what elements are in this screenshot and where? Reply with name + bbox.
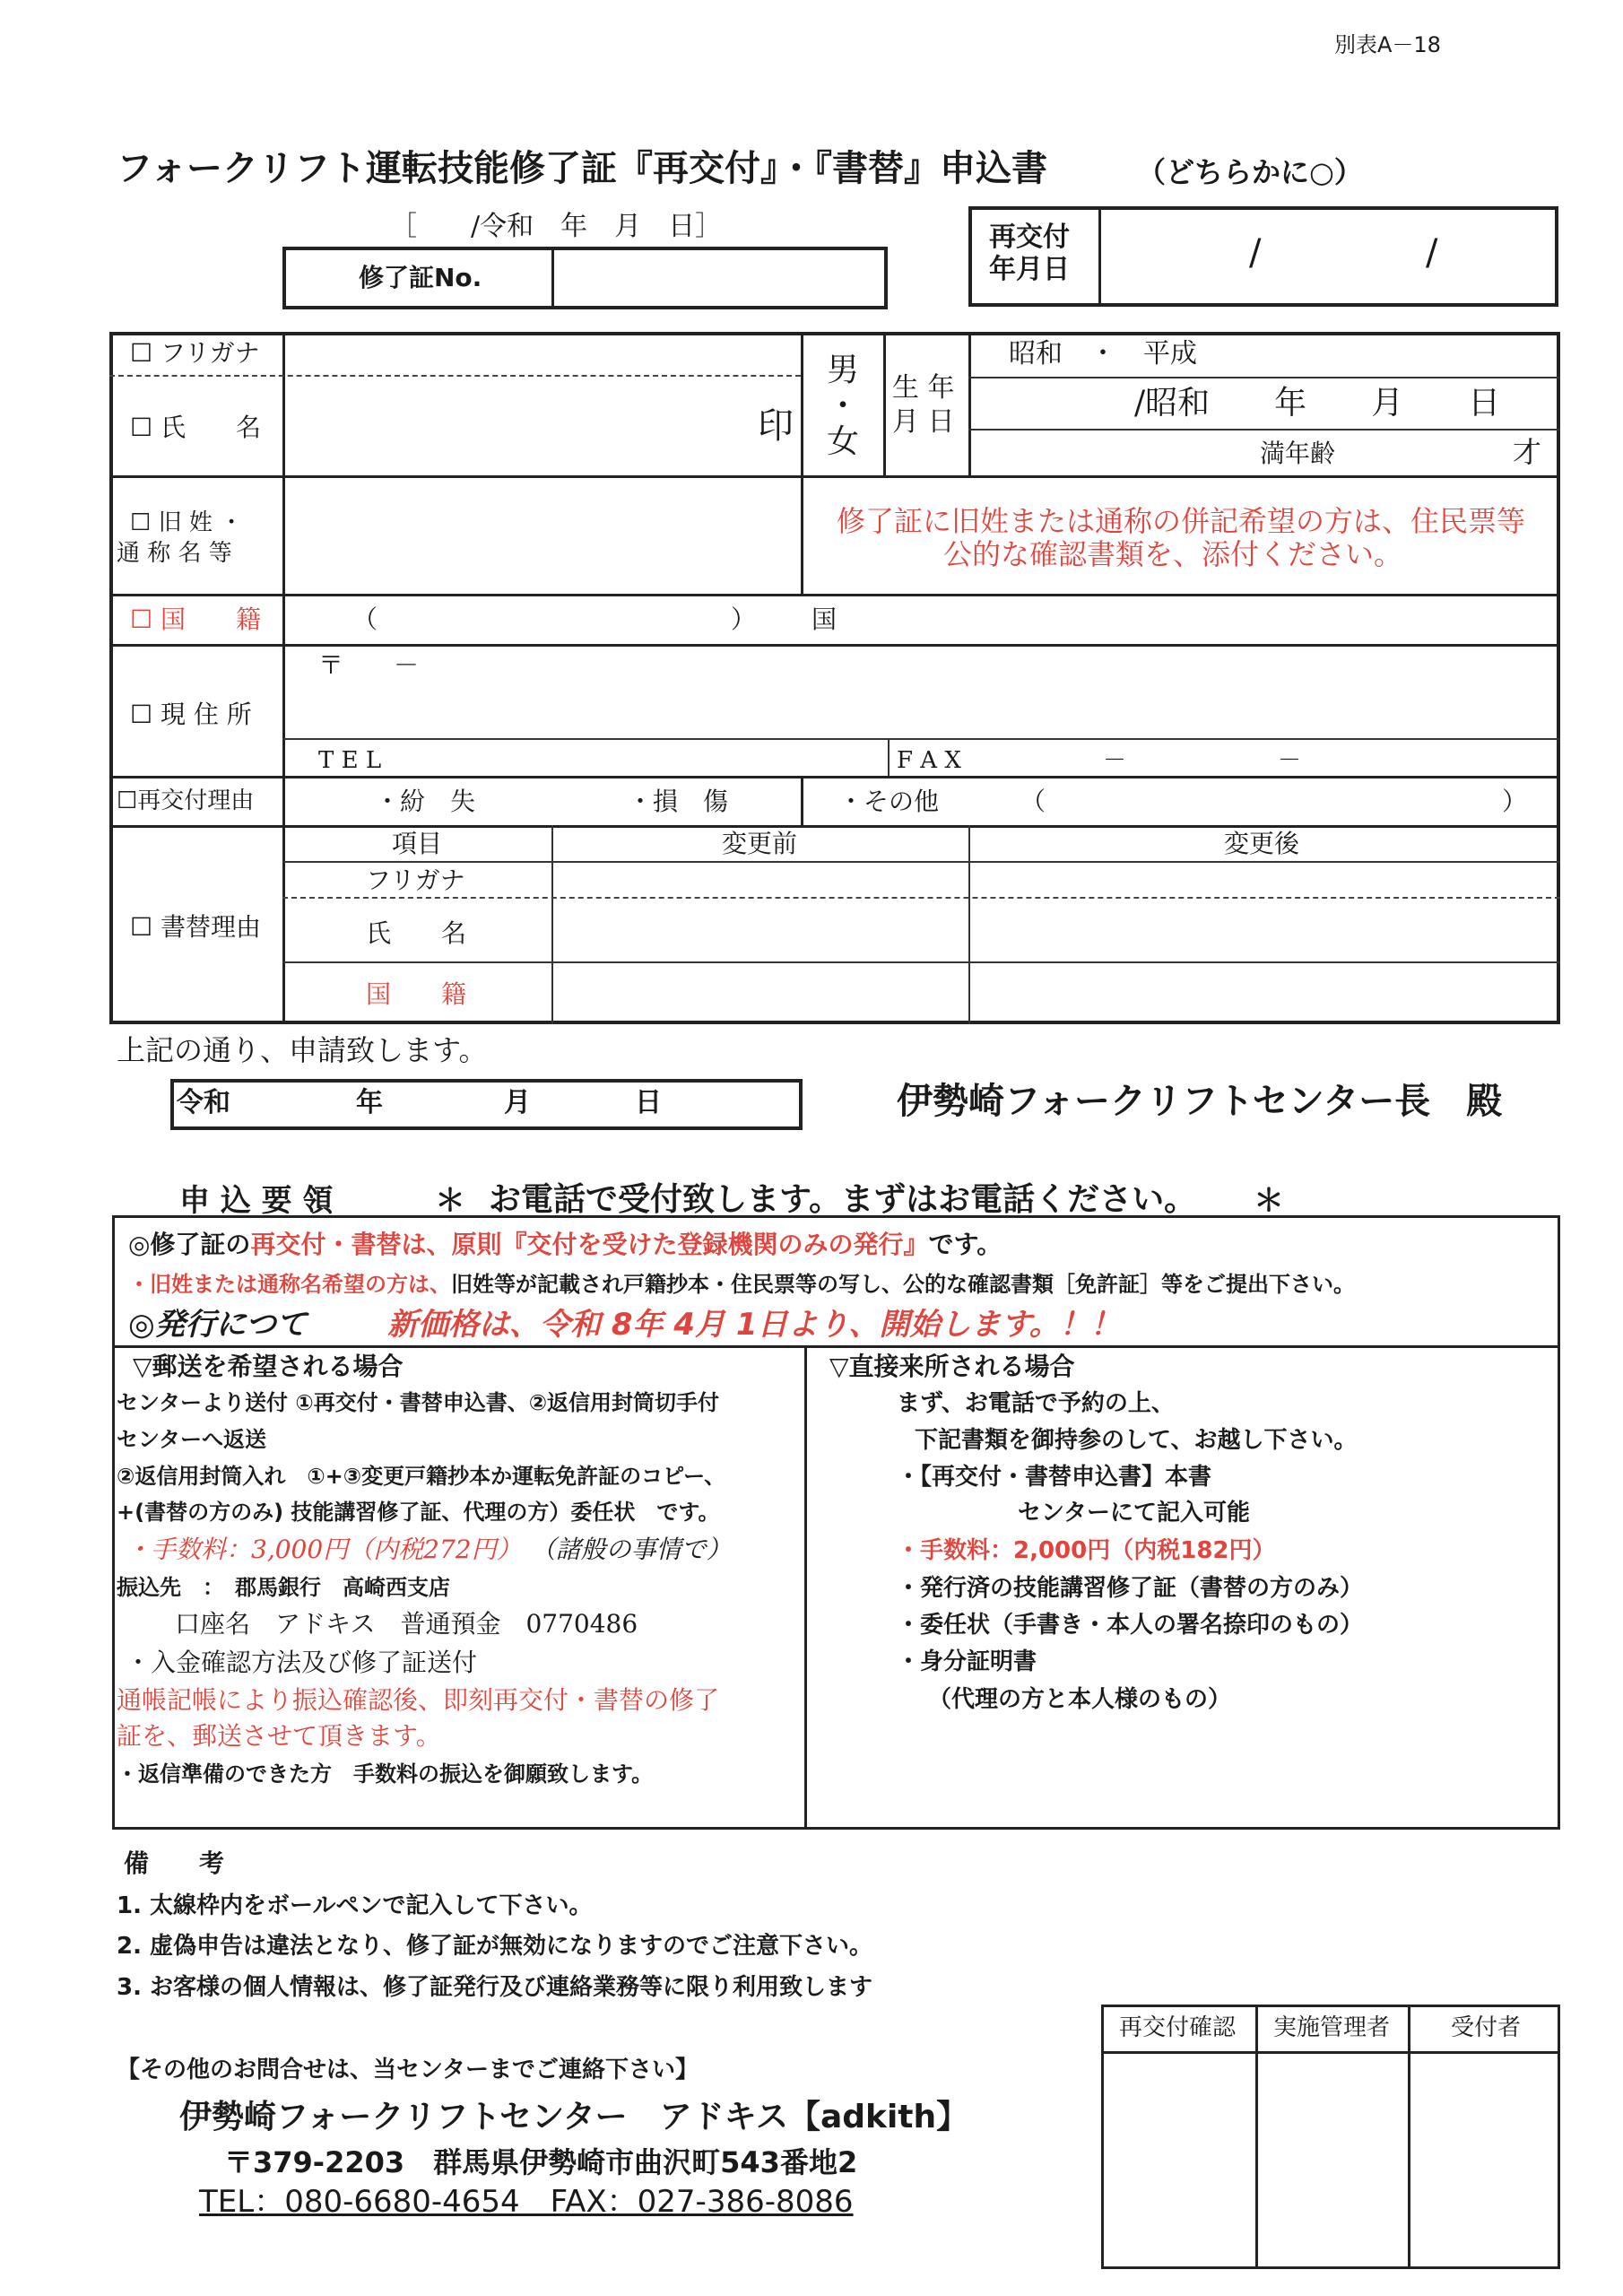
title-note: （どちらかに○） bbox=[1137, 155, 1363, 189]
cert-date-line: ［ /令和 年 月 日］ bbox=[390, 211, 723, 242]
col-item: 項目 bbox=[392, 829, 443, 858]
remarks-title: 備 考 bbox=[124, 1848, 225, 1878]
form-title: フォークリフト運転技能修了証『再交付』・『書替』申込書 bbox=[117, 148, 1047, 189]
visit-line8: （代理の方と本人様のもの） bbox=[928, 1686, 1232, 1713]
apply-month: 月 bbox=[504, 1087, 531, 1118]
mail-confirm-red-2: 証を、郵送させて頂きます。 bbox=[117, 1721, 441, 1751]
apply-date-box bbox=[170, 1079, 803, 1130]
inquiry-note: 【その他のお問合せは、当センターまでご連絡下さい】 bbox=[117, 2057, 699, 2083]
reissue-reason-label: ☐再交付理由 bbox=[117, 787, 255, 814]
col-after: 変更後 bbox=[1224, 829, 1300, 858]
remarks-item-3: 3. お客様の個人情報は、修了証発行及び連絡業務等に限り利用致します bbox=[117, 1974, 873, 2001]
old-name-note-1: 修了証に旧姓または通称の併記希望の方は、住民票等 bbox=[837, 504, 1526, 538]
reason-paren-open: （ bbox=[1020, 787, 1046, 816]
row-furigana: フリガナ bbox=[366, 865, 465, 895]
old-name-label-2: 通 称 名 等 bbox=[117, 540, 232, 567]
sex-dot: ・ bbox=[827, 387, 860, 424]
guide-star-2: ＊ bbox=[1254, 1183, 1284, 1219]
row-nationality: 国 籍 bbox=[366, 979, 467, 1009]
col-before: 変更前 bbox=[722, 829, 798, 858]
visit-title: ▽直接来所される場合 bbox=[829, 1352, 1075, 1381]
guide-star-1: ＊ bbox=[435, 1183, 465, 1219]
fax-label: F A X bbox=[897, 747, 961, 774]
reason-other: ・その他 bbox=[838, 787, 940, 816]
old-name-note-2: 公的な確認書類を、添付ください。 bbox=[943, 537, 1403, 571]
nationality-label: ☐ 国 籍 bbox=[130, 604, 262, 634]
reason-lost: ・紛 失 bbox=[375, 787, 476, 816]
reissue-label-1: 再交付 bbox=[989, 222, 1070, 253]
age-label: 満年齢 bbox=[1260, 439, 1336, 468]
visit-line3: ・【再交付・書替申込書】本書 bbox=[897, 1464, 1212, 1491]
address-label: ☐ 現 住 所 bbox=[130, 700, 252, 729]
visit-fee: ・手数料：2,000円（内税182円） bbox=[897, 1537, 1276, 1564]
stamp-header-reissue: 再交付確認 bbox=[1119, 2014, 1237, 2041]
fax-dash-2: － bbox=[1278, 747, 1302, 774]
mail-line4: +(書替の方のみ) 技能講習修了証、代理の方）委任状 です。 bbox=[117, 1500, 720, 1525]
mail-line3: ②返信用封筒入れ ①+③変更戸籍抄本か運転免許証のコピー、 bbox=[117, 1464, 726, 1489]
mail-note: ・返信準備のできた方 手数料の振込を御願致します。 bbox=[117, 1761, 654, 1787]
change-reason-label: ☐ 書替理由 bbox=[130, 912, 262, 942]
reason-paren-close: ） bbox=[1502, 787, 1528, 816]
reason-damaged: ・損 傷 bbox=[628, 787, 729, 816]
furigana-label: ☐ フリガナ bbox=[130, 338, 260, 368]
apply-statement: 上記の通り、申請致します。 bbox=[117, 1033, 488, 1067]
apply-day: 日 bbox=[635, 1087, 662, 1118]
guide-header: 申 込 要 領 bbox=[179, 1183, 334, 1219]
visit-line7: ・身分証明書 bbox=[897, 1648, 1037, 1675]
guide-line1: ◎修了証の再交付・書替は、原則『交付を受けた登録機関のみの発行』です。 bbox=[128, 1230, 1002, 1259]
tel-label: T E L bbox=[318, 747, 382, 774]
stamp-header-manager: 実施管理者 bbox=[1273, 2014, 1391, 2041]
annex-label: 別表A－18 bbox=[1334, 32, 1441, 57]
mail-title: ▽郵送を希望される場合 bbox=[133, 1352, 404, 1381]
age-unit: 才 bbox=[1513, 435, 1542, 469]
mail-confirm-red-1: 通帳記帳により振込確認後、即刻再交付・書替の修了 bbox=[117, 1685, 720, 1715]
birth-label-2: 月 日 bbox=[892, 406, 955, 438]
center-phone: TEL：080-6680-4654 FAX：027-386-8086 bbox=[199, 2184, 854, 2220]
country-suffix: 国 bbox=[812, 604, 838, 634]
visit-line4: センターにて記入可能 bbox=[1018, 1500, 1250, 1526]
addressee: 伊勢崎フォークリフトセンター長 殿 bbox=[897, 1081, 1503, 1122]
remarks-item-2: 2. 虚偽申告は違法となり、修了証が無効になりますのでご注意下さい。 bbox=[117, 1933, 873, 1960]
center-address: 〒379-2203 群馬県伊勢崎市曲沢町543番地2 bbox=[224, 2145, 858, 2179]
old-name-label-1: ☐ 旧 姓 ・ bbox=[130, 509, 244, 536]
mail-line2: センターへ返送 bbox=[117, 1427, 267, 1452]
birth-label-1: 生 年 bbox=[892, 372, 955, 404]
sex-female: 女 bbox=[827, 423, 860, 460]
date-slash-2: / bbox=[1426, 232, 1438, 274]
visit-line1: まず、お電話で予約の上、 bbox=[897, 1390, 1175, 1417]
apply-era: 令和 bbox=[177, 1087, 230, 1118]
row-name: 氏 名 bbox=[366, 918, 467, 948]
guide-line3: ◎発行につて 新価格は、令和 8年 4月 1日より、開始します。！！ bbox=[128, 1307, 1121, 1343]
mail-line1: センターより送付 ①再交付・書替申込書、②返信用封筒切手付 bbox=[117, 1390, 720, 1415]
center-name: 伊勢崎フォークリフトセンター アドキス【adkith】 bbox=[179, 2099, 969, 2135]
guide-line2: ・旧姓または通称名希望の方は、旧姓等が記載され戸籍抄本・住民票等の写し、公的な確認書類［免許証］等をご提出下さい。 bbox=[128, 1272, 1355, 1297]
fax-dash-1: － bbox=[1103, 747, 1127, 774]
mail-account: 口座名 アドキス 普通預金 0770486 bbox=[175, 1609, 638, 1639]
visit-line2: 下記書類を御持参のして、お越し下さい。 bbox=[915, 1427, 1358, 1454]
stamp-table bbox=[1101, 2005, 1560, 2269]
date-slash-1: / bbox=[1249, 232, 1262, 274]
visit-line6: ・委任状（手書き・本人の署名捺印のもの） bbox=[897, 1612, 1364, 1639]
postal-mark: 〒 － bbox=[318, 650, 420, 680]
paren-open: （ bbox=[352, 604, 378, 634]
era-line: /昭和 年 月 日 bbox=[1134, 385, 1501, 422]
remarks-item-1: 1. 太線枠内をボールペンで記入して下さい。 bbox=[117, 1892, 593, 1919]
era-options: 昭和 ・ 平成 bbox=[1009, 338, 1197, 370]
name-label: ☐ 氏 名 bbox=[130, 413, 262, 442]
seal-mark: 印 bbox=[758, 405, 794, 447]
cert-no-label: 修了証No. bbox=[359, 263, 482, 292]
reissue-label-2: 年月日 bbox=[989, 254, 1070, 285]
mail-confirm: ・入金確認方法及び修了証送付 bbox=[126, 1648, 478, 1677]
apply-year: 年 bbox=[356, 1087, 383, 1118]
paren-close: ） bbox=[731, 604, 757, 634]
visit-line5: ・発行済の技能講習修了証（書替の方のみ） bbox=[897, 1575, 1364, 1602]
stamp-header-receiver: 受付者 bbox=[1451, 2014, 1522, 2041]
guide-header-msg: お電話で受付致します。まずはお電話ください。 bbox=[489, 1181, 1197, 1218]
mail-bank: 振込先 ： 郡馬銀行 高崎西支店 bbox=[117, 1575, 450, 1600]
sex-male: 男 bbox=[827, 352, 860, 388]
mail-fee: ・手数料：3,000円（内税272円） （諸般の事情で） bbox=[126, 1535, 732, 1564]
